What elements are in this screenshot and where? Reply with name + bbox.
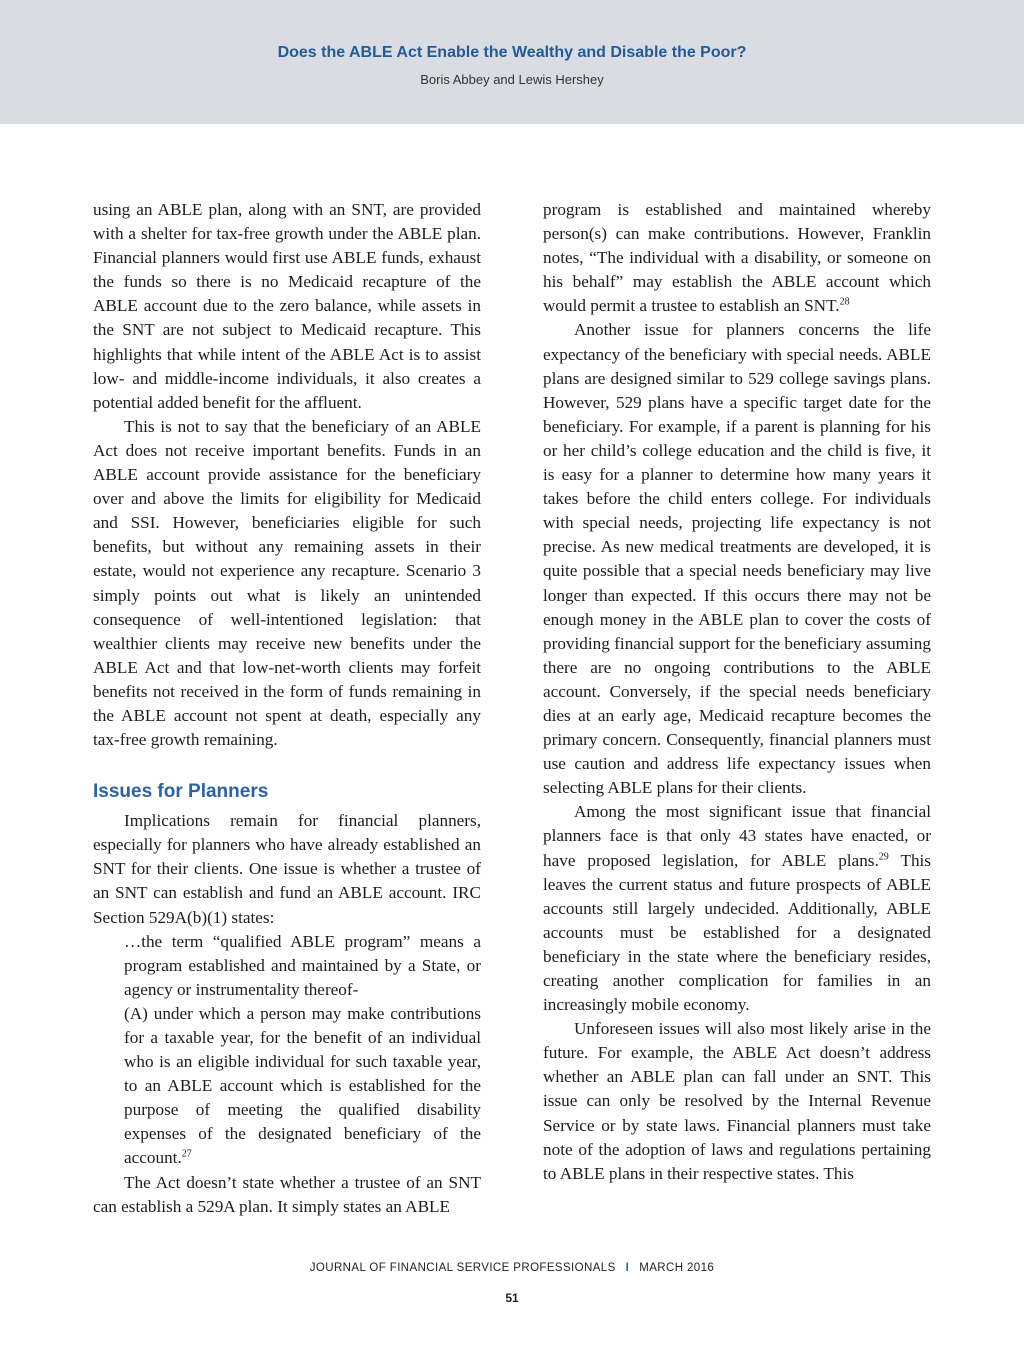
footer-separator: I [625, 1262, 630, 1274]
left-column [93, 198, 481, 1219]
paragraph: Another issue for planners concerns the life expectancy of the beneficiary with special needs. ABLE plans are designed similar to 529 college savings plans. However, 529 plans have a specific target date for the beneficiary. For example, if a parent is planning for his or her child’s college education and the child is five, it is easy for a planner to determine how many years it takes before the child enters college. For individuals with special needs, projecting life expectancy is not precise. As new medical treatments are developed, it is quite possible that a special needs beneficiary may live longer than expected. If this occurs there may not be enough money in the ABLE plan to cover the costs of providing financial support for the beneficiary assuming there are no ongoing contributions to the ABLE account. Conversely, if the special needs beneficiary dies at an early age, Medicaid recapture becomes the primary concern. Consequently, financial planners must use caution and address life expectancy issues when selecting ABLE plans for their clients. [543, 320, 931, 798]
footnote-ref: 28 [839, 296, 850, 308]
issue-date: MARCH 2016 [639, 1262, 715, 1274]
article-authors: Boris Abbey and Lewis Hershey [420, 72, 604, 87]
article-title: Does the ABLE Act Enable the Wealthy and Disable the Poor? [277, 44, 747, 61]
section-heading: Issues for Planners [93, 781, 269, 803]
paragraph: Implications remain for financial planners, especially for planners who have already established an SNT for their clients. One issue is whether a trustee of an SNT can establish and fund an ABLE account. IRC Section 529A(b)(1) states: [93, 811, 481, 927]
paragraph [543, 800, 931, 1017]
block-quote: …the term “qualified ABLE program” means a program established and maintained by a State, or agency or instrumentality thereof- [124, 931, 481, 999]
paragraph: using an ABLE plan, along with an SNT, are provided with a shelter for tax-free growth under the ABLE plan. Financial planners would first use ABLE funds, exhaust the funds so there is no Medicaid recapture of the ABLE account due to the zero balance, while assets in the SNT are not subject to Medicaid recapture. This highlights that while intent of the ABLE Act is to assist low- and middle-income individuals, it also creates a potential added benefit for the affluent. [93, 200, 481, 412]
footnote-ref: 27 [181, 1148, 192, 1160]
journal-name: JOURNAL OF FINANCIAL SERVICE PROFESSIONALS [309, 1262, 616, 1274]
footnote-ref: 29 [878, 850, 889, 862]
paragraph: This is not to say that the beneficiary of an ABLE Act does not receive important benefits. Funds in an ABLE account provide assistance for the beneficiary over and above the limits for eligibility for Medicaid and SSI. However, beneficiaries eligible for such benefits, but without any remaining assets in their estate, would not experience any recapture. Scenario 3 simply points out what is likely an unintended consequence of well-intentioned legislation: that wealthier clients may receive new benefits under the ABLE Act and that low-net-worth clients may forfeit benefits not received in the form of funds remaining in the ABLE account not spent at death, especially any tax-free growth remaining. [93, 416, 481, 750]
paragraph: Unforeseen issues will also most likely arise in the future. For example, the ABLE Act doesn’t address whether an ABLE plan can fall under an SNT. This issue can only be resolved by the Internal Revenue Service or by state laws. Financial planners must take note of the adoption of laws and regulations pertaining to ABLE plans in their respective states. This [543, 1019, 931, 1183]
paragraph-text: This leaves the current status and future prospects of ABLE accounts still largely undecided. Additionally, ABLE accounts must be established for a designated beneficiary in the state where the beneficiary resides, creating another complication for families in an increasingly mobile economy. [543, 850, 932, 1015]
paragraph: The Act doesn’t state whether a trustee of an SNT can establish a 529A plan. It simply states an ABLE [93, 1172, 481, 1216]
page-number: 51 [505, 1291, 519, 1305]
block-quote [124, 1002, 481, 1171]
running-header [0, 0, 1024, 124]
running-footer [0, 1262, 1024, 1274]
paragraph [543, 198, 931, 318]
quote-text: (A) under which a person may make contributions for a taxable year, for the benefit of an individual who is an eligible individual for such taxable year, to an ABLE account which is established for the purpose of meeting the qualified disability expenses of the designated beneficiary of the account. [124, 1003, 481, 1168]
paragraph-text: program is established and maintained whereby person(s) can make contributions. However, Franklin notes, “The individual with a disability, or someone on his behalf” may establish the ABLE account which would permit a trustee to establish an SNT. [543, 200, 931, 316]
paragraph-text: Among the most significant issue that financial planners face is that only 43 states have enacted, or have proposed legislation, for ABLE plans. [543, 802, 931, 870]
right-column [543, 198, 931, 1186]
